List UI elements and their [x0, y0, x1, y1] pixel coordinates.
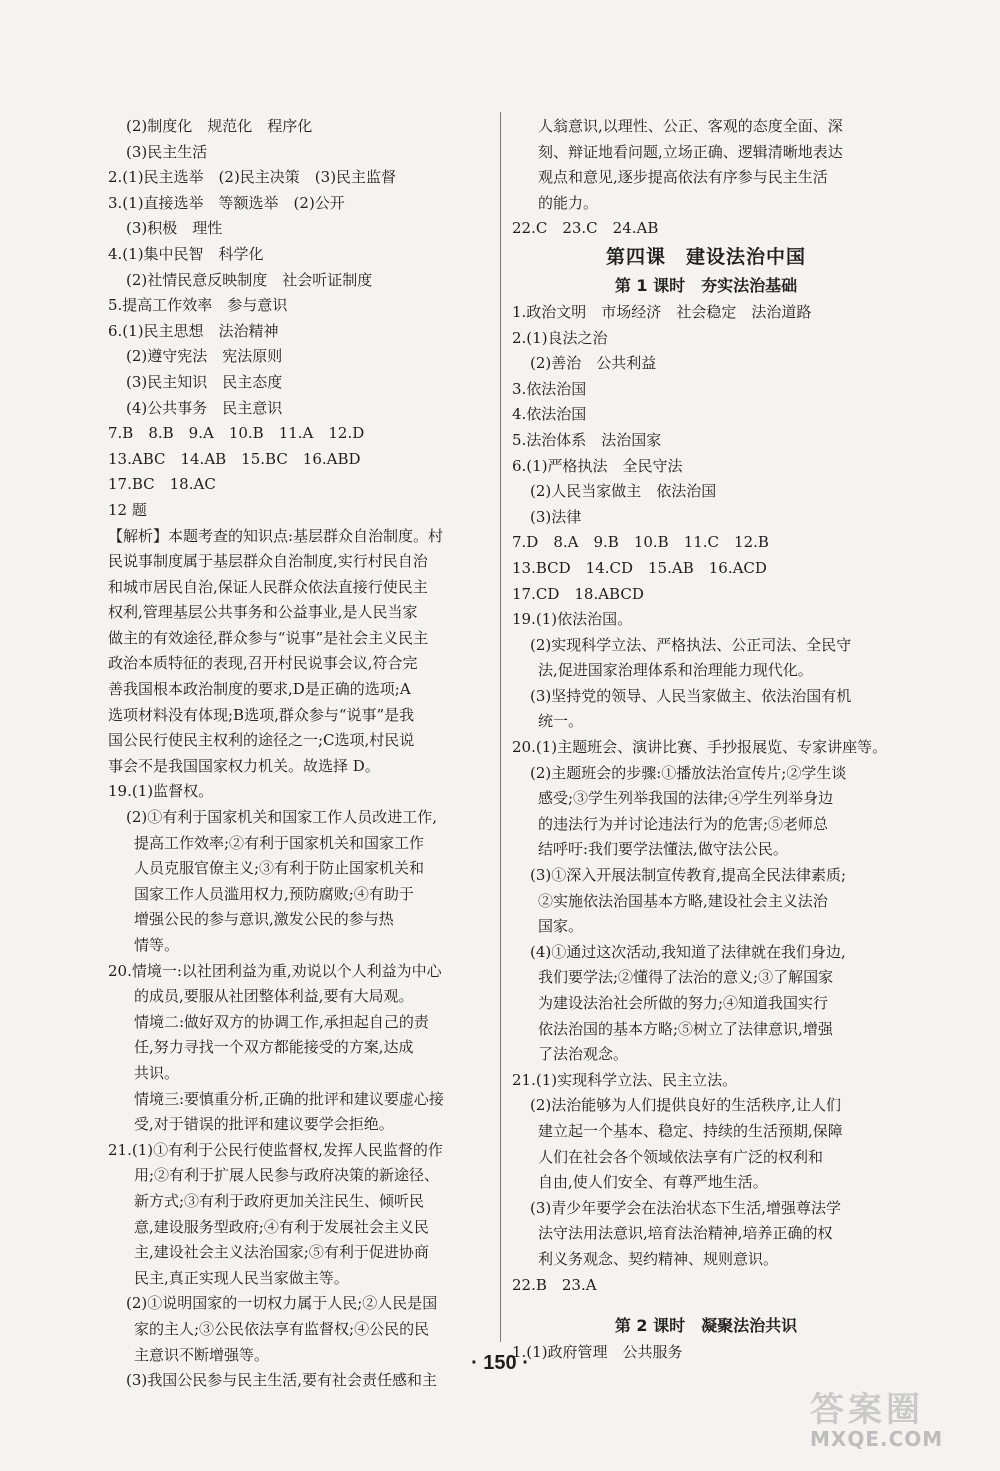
text-line: 的违法行为并讨论违法行为的危害;⑤老师总 [538, 814, 829, 833]
page-number: · 150 · [471, 1352, 529, 1374]
text-line: 刻、辩证地看问题,立场正确、逻辑清晰地表达 [538, 142, 843, 161]
right-column [512, 114, 900, 1366]
text-line: 6.(1)严格执法 全民守法 [512, 456, 683, 475]
text-line: (4)公共事务 民主意识 [126, 398, 283, 417]
text-line: 自由,使人们安全、有尊严地生活。 [538, 1173, 768, 1192]
watermark-url: MXQE.COM [810, 1427, 944, 1451]
section-title-2: 第 2 课时 凝聚法治共识 [614, 1316, 798, 1336]
text-line: 民主,真正实现人民当家做主等。 [134, 1268, 349, 1287]
text-line: 情境二:做好双方的协调工作,承担起自己的责 [134, 1012, 429, 1031]
text-line: 2.(1)良法之治 [512, 328, 608, 347]
text-line: 任,努力寻找一个双方都能接受的方案,达成 [134, 1038, 414, 1057]
text-line: 主,建设社会主义法治国家;⑤有利于促进协商 [134, 1243, 429, 1262]
text-line: (2)善治 公共利益 [530, 354, 657, 373]
text-line: 受,对于错误的批评和建议要学会拒绝。 [134, 1115, 394, 1134]
right-top-block [512, 114, 900, 242]
text-line: 5.提高工作效率 参与意识 [108, 296, 288, 315]
text-line: (2)社情民意反映制度 社会听证制度 [126, 270, 373, 289]
text-line: 情等。 [134, 936, 180, 954]
text-line: 统一。 [538, 712, 584, 731]
text-line: 17.BC 18.AC [108, 475, 216, 494]
text-line: 4.(1)集中民智 科学化 [108, 244, 264, 263]
text-line: 提高工作效率;②有利于国家机关和国家工作 [134, 833, 425, 852]
text-line: 6.(1)民主思想 法治精神 [108, 321, 279, 340]
text-line: 12 题 [108, 500, 147, 519]
text-line: (3)积极 理性 [126, 219, 223, 238]
text-line: 共识。 [134, 1063, 180, 1082]
text-line: 22.C 23.C 24.AB [512, 219, 659, 238]
text-line: 13.BCD 14.CD 15.AB 16.ACD [512, 558, 767, 577]
text-line: 结呼吁:我们要学法懂法,做守法公民。 [538, 840, 788, 859]
text-line: (2)法治能够为人们提供良好的生活秩序,让人们 [530, 1096, 842, 1115]
text-line: 主意识不断增强等。 [134, 1345, 270, 1364]
text-line: 国家。 [538, 917, 584, 936]
text-line: 21.(1)实现科学立法、民主立法。 [512, 1070, 738, 1089]
watermark-text: 答案圈 [810, 1390, 924, 1430]
text-line: 民说事制度属于基层群众自治制度,实行村民自治 [108, 552, 428, 571]
text-line: 利义务观念、契约精神、规则意识。 [538, 1249, 779, 1268]
text-line: 人翁意识,以理性、公正、客观的态度全面、深 [538, 117, 843, 135]
text-line: (3)坚持党的领导、人民当家做主、依法治国有机 [530, 686, 852, 705]
text-line: 19.(1)依法治国。 [512, 610, 633, 629]
text-line: 增强公民的参与意识,激发公民的参与热 [134, 910, 394, 929]
text-line: (3)民主生活 [126, 142, 208, 161]
text-line: (3)民主知识 民主态度 [126, 372, 283, 391]
text-line: 国公民行使民主权利的途径之一;C选项,村民说 [108, 731, 415, 750]
text-line: 2.(1)民主选举 (2)民主决策 (3)民主监督 [108, 168, 397, 187]
text-line: 3.(1)直接选举 等额选举 (2)公开 [108, 193, 345, 212]
text-line: 4.依法治国 [512, 405, 587, 424]
text-line: 观点和意见,逐步提高依法有序参与民主生活 [538, 168, 828, 187]
text-line: 建立起一个基本、稳定、持续的生活预期,保障 [538, 1121, 843, 1140]
text-line: 17.CD 18.ABCD [512, 584, 644, 603]
text-line: (2)遵守宪法 宪法原则 [126, 347, 283, 366]
text-line: 1.政治文明 市场经济 社会稳定 法治道路 [512, 302, 812, 321]
text-line: 7.B 8.B 9.A 10.B 11.A 12.D [108, 424, 365, 443]
text-line: 意,建设服务型政府;④有利于发展社会主义民 [134, 1217, 429, 1236]
text-line: 家的主人;③公民依法享有监督权;④公民的民 [134, 1319, 430, 1338]
text-line: 依法治国的基本方略;⑤树立了法律意识,增强 [538, 1019, 833, 1038]
text-line: 政治本质特征的表现,召开村民说事会议,符合完 [108, 654, 418, 673]
text-line: 善我国根本政治制度的要求,D是正确的选项;A [108, 680, 411, 699]
section-title-1: 第 1 课时 夯实法治基础 [614, 275, 798, 295]
text-line: (3)①深入开展法制宣传教育,提高全民法律素质; [530, 866, 847, 885]
text-line: 感受;③学生列举我国的法律;④学生列举身边 [538, 789, 834, 808]
watermark-logo [810, 1382, 990, 1468]
text-line: ②实施依法治国基本方略,建设社会主义法治 [538, 891, 828, 910]
column-divider [500, 112, 501, 1342]
text-line: 13.ABC 14.AB 15.BC 16.ABD [108, 449, 361, 468]
text-line: 和城市居民自治,保证人民群众依法直接行使民主 [108, 577, 428, 596]
text-line: 【解析】本题考查的知识点:基层群众自治制度。村 [108, 526, 444, 545]
text-line: 19.(1)监督权。 [108, 782, 214, 801]
text-line: 20.情境一:以社团利益为重,劝说以个人利益为中心 [108, 961, 442, 980]
text-line: 做主的有效途径,群众参与“说事”是社会主义民主 [108, 628, 429, 647]
text-line: 权利,管理基层公共事务和公益事业,是人民当家 [108, 603, 418, 622]
text-line: 1.(1)政府管理 公共服务 [512, 1343, 683, 1362]
text-line: 21.(1)①有利于公民行使监督权,发挥人民监督的作 [108, 1140, 443, 1159]
text-line: (2)人民当家做主 依法治国 [530, 482, 717, 501]
text-line: 的成员,要服从社团整体利益,要有大局观。 [134, 987, 414, 1006]
text-line: 选项材料没有体现;B选项,群众参与“说事”是我 [108, 705, 415, 724]
text-line: 事会不是我国国家权力机关。故选择 D。 [108, 756, 380, 775]
text-line: (2)主题班会的步骤:①播放法治宣传片;②学生谈 [530, 763, 847, 782]
text-line: (3)我国公民参与民主生活,要有社会责任感和主 [126, 1371, 438, 1390]
text-line: (2)实现科学立法、严格执法、公正司法、全民守 [530, 635, 852, 654]
left-column [108, 114, 494, 1394]
text-line: (3)法律 [530, 507, 582, 526]
text-line: (2)制度化 规范化 程序化 [126, 117, 313, 135]
text-line: 3.依法治国 [512, 379, 587, 398]
text-line: 7.D 8.A 9.B 10.B 11.C 12.B [512, 533, 769, 552]
text-line: 国家工作人员滥用权力,预防腐败;④有助于 [134, 884, 414, 903]
text-line: 法守法用法意识,培育法治精神,培养正确的权 [538, 1224, 833, 1243]
text-line: (2)①有利于国家机关和国家工作人员改进工作, [126, 808, 438, 827]
text-line: 用;②有利于扩展人民参与政府决策的新途径、 [134, 1166, 440, 1185]
text-line: 人员克服官僚主义;③有利于防止国家机关和 [134, 859, 425, 878]
text-line: 5.法治体系 法治国家 [512, 430, 662, 449]
text-line: 法,促进国家治理体系和治理能力现代化。 [538, 661, 813, 680]
text-line: 了法治观念。 [538, 1045, 629, 1064]
text-line: (2)①说明国家的一切权力属于人民;②人民是国 [126, 1294, 438, 1313]
text-line: 情境三:要慎重分析,正确的批评和建议要虚心接 [134, 1089, 444, 1108]
text-line: 我们要学法;②懂得了法治的意义;③了解国家 [538, 968, 834, 987]
right-mid-block [512, 300, 900, 1298]
text-line: 20.(1)主题班会、演讲比赛、手抄报展览、专家讲座等。 [512, 738, 888, 757]
text-line: 的能力。 [538, 193, 599, 212]
text-line: 人们在社会各个领域依法享有广泛的权利和 [538, 1147, 824, 1166]
lesson-title: 第四课 建设法治中国 [605, 245, 806, 268]
text-line: (4)①通过这次活动,我知道了法律就在我们身边, [530, 942, 846, 961]
text-line: (3)青少年要学会在法治状态下生活,增强尊法学 [530, 1198, 842, 1217]
text-line: 为建设法治社会所做的努力;④知道我国实行 [538, 994, 829, 1012]
text-line: 22.B 23.A [512, 1275, 597, 1294]
text-line: 新方式;③有利于政府更加关注民生、倾听民 [134, 1191, 425, 1210]
